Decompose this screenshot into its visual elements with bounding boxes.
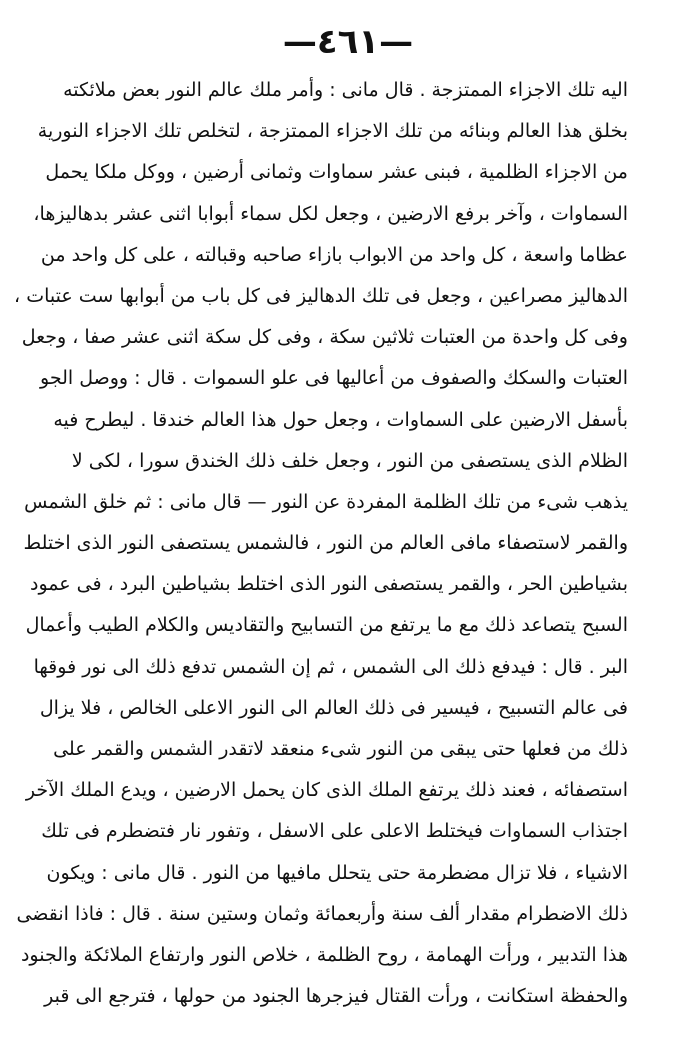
text-line: فى عالم التسبيح ، فيسير فى ذلك العالم الى النور الاعلى الخالص ، فلا يزال xyxy=(39,696,628,719)
text-line: بشياطين الحر ، والقمر يستصفى النور الذى اختلط بشياطين البرد ، فى عمود xyxy=(30,573,628,596)
text-line: ذلك من فعلها حتى يبقى من النور شىء منعقد لاتقدر الشمس والقمر على xyxy=(53,738,628,760)
text-line: يذهب شىء من تلك الظلمة المفردة عن النور — قال مانى : ثم خلق الشمس xyxy=(24,490,628,513)
text-line: الاشياء ، فلا تزال مضطرمة حتى يتحلل مافيها من النور . قال مانى : ويكون xyxy=(46,861,628,884)
text-line: ذلك الاضطرام مقدار ألف سنة وأربعمائة وثمان وستين سنة . قال : فاذا انقضى xyxy=(16,902,628,925)
text-line: الظلام الذى يستصفى من النور ، وجعل خلف ذلك الخندق سورا ، لكى لا xyxy=(71,449,628,472)
text-line: العتبات والسكك والصفوف من أعاليها فى علو السموات . قال : ووصل الجو xyxy=(40,367,628,390)
text-line: استصفائه ، فعند ذلك يرتفع الملك الذى كان يحمل الارضين ، ويدع الملك الآخر xyxy=(25,779,628,802)
text-line: والقمر لاستصفاء مافى العالم من النور ، فالشمس يستصفى النور الذى اختلط xyxy=(23,532,628,555)
text-line: هذا التدبير ، ورأت الهمامة ، روح الظلمة ، خلاص النور وارتفاع الملائكة والجنود xyxy=(20,943,628,966)
text-line: الدهاليز مصراعين ، وجعل فى تلك الدهاليز فى كل باب من أبوابها ست عتبات ، xyxy=(14,284,628,307)
text-line: السبح يتصاعد ذلك مع ما يرتفع من التسابيح والتقاديس والكلام الطيب وأعمال xyxy=(25,614,628,637)
text-line: اجتذاب السماوات فيختلط الاعلى على الاسفل ، وتفور نار فتضطرم فى تلك xyxy=(41,820,628,843)
text-line: عظاما واسعة ، كل واحد من الابواب بازاء صاحبه وقبالته ، على كل واحد من xyxy=(40,243,628,266)
text-line: البر . قال : فيدفع ذلك الى الشمس ، ثم إن الشمس تدفع ذلك الى نور فوقها xyxy=(33,655,628,678)
text-line: السماوات ، وآخر برفع الارضين ، وجعل لكل سماء أبوابا اثنى عشر بدهاليزها، xyxy=(33,202,628,225)
text-line: وفى كل واحدة من العتبات ثلاثين سكة ، وفى كل سكة اثنى عشر صفا ، وجعل xyxy=(21,326,628,349)
page-number: —٤٦١— xyxy=(282,22,414,62)
text-line: بأسفل الارضين على السماوات ، وجعل حول هذا العالم خندقا . ليطرح فيه xyxy=(53,408,628,431)
text-line: اليه تلك الاجزاء الممتزجة . قال مانى : وأمر ملك عالم النور بعض ملائكته xyxy=(63,79,628,101)
text-line: بخلق هذا العالم وبنائه من تلك الاجزاء الممتزجة ، لتخلص تلك الاجزاء النورية xyxy=(37,120,628,143)
body-text xyxy=(14,70,628,1017)
text-line: من الاجزاء الظلمية ، فبنى عشر سماوات وثمانى أرضين ، ووكل ملكا يحمل xyxy=(45,161,628,184)
text-line: والحفظة استكانت ، ورأت القتال فيزجرها الجنود من حولها ، فترجع الى قبر xyxy=(44,985,628,1008)
